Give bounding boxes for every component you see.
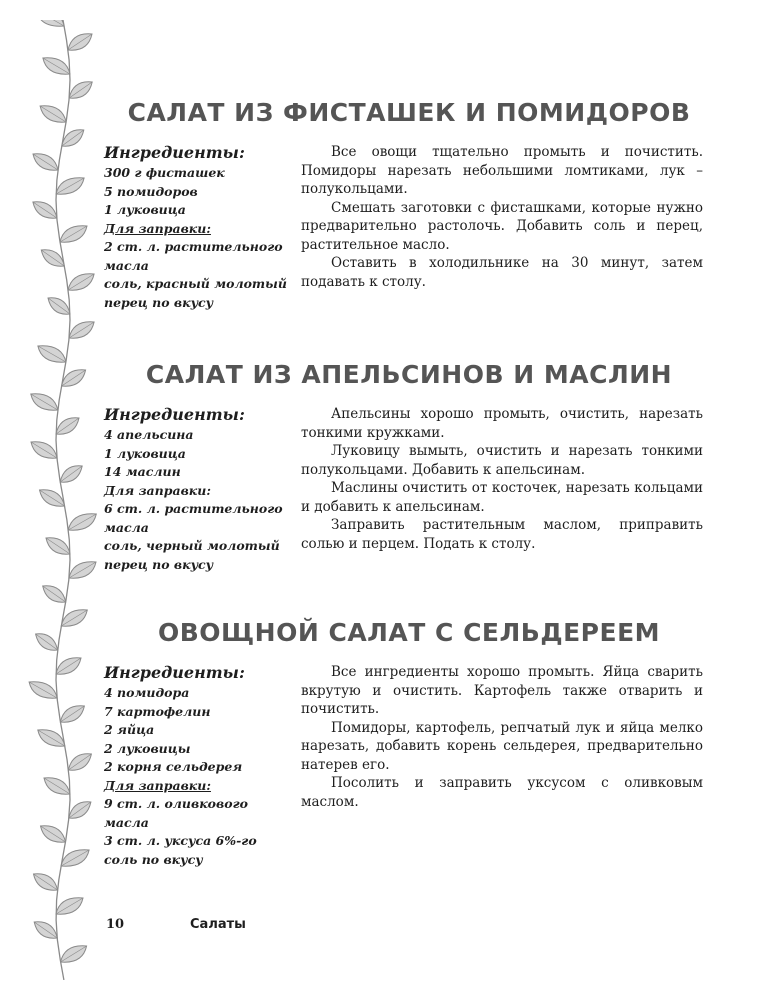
ingredient: 2 корня сельдерея [104,759,243,774]
recipe-steps [301,405,703,574]
dressing-heading: Для заправки: [104,482,211,498]
leaf-vine-icon [28,20,98,980]
dressing-heading: Для заправки: [104,777,211,793]
step-paragraph: Апельсины хорошо промыть, очистить, нарезать тонкими кружками. [301,406,703,441]
ingredient: 2 яйца [104,722,155,737]
dressing-item: соль, черный молотый [104,538,280,553]
dressing-item: соль, красный молотый [104,276,287,291]
ingredient: 7 картофелин [104,703,211,719]
recipe-steps [301,663,703,869]
ingredient: 1 луковица [104,202,186,217]
ingredients-heading: Ингредиенты: [104,405,245,424]
dressing-heading: Для заправки: [104,220,211,236]
ingredients-list [104,663,297,869]
dressing-item: 2 ст. л. растительного [104,239,283,254]
dressing-item: масла [104,519,149,535]
ingredients-heading: Ингредиенты: [104,143,245,162]
dressing-item: перец по вкусу [104,294,214,310]
recipe-title: САЛАТ ИЗ АПЕЛЬСИНОВ И МАСЛИН [145,360,673,389]
ingredient: 4 апельсина [104,427,194,442]
step-paragraph: Оставить в холодильнике на 30 минут, затем подавать к столу. [301,255,703,290]
page-footer [106,917,246,932]
step-paragraph: Заправить растительным маслом, приправить солью и перцем. Подать к столу. [301,517,703,552]
ingredients-list [104,143,297,312]
dressing-item: 6 ст. л. растительного [104,501,283,516]
recipe-steps [301,143,703,312]
recipe-title: ОВОЩНОЙ САЛАТ С СЕЛЬДЕРЕЕМ [157,618,661,647]
recipe-2 [104,360,714,574]
ingredient: 1 луковица [104,445,186,461]
ingredients-heading: Ингредиенты: [104,663,245,682]
step-paragraph: Все овощи тщательно промыть и почистить. Помидоры нарезать небольшими ломтиками, лук – полукольцами. [301,144,703,197]
dressing-item: масла [104,257,149,273]
ingredient: 5 помидоров [104,183,198,199]
ingredient: 300 г фисташек [104,165,225,180]
ingredient: 14 маслин [104,464,181,479]
ingredient: 4 помидора [104,685,190,700]
section-name: Салаты [190,917,246,932]
step-paragraph: Посолить и заправить уксусом с оливковым маслом. [301,775,703,810]
step-paragraph: Маслины очистить от косточек, нарезать кольцами и добавить к апельсинам. [301,480,703,515]
ingredient: 2 луковицы [104,740,191,756]
step-paragraph: Все ингредиенты хорошо промыть. Яйца сварить вкрутую и очистить. Картофель также отварить и почистить. [301,664,703,717]
recipe-title: САЛАТ ИЗ ФИСТАШЕК И ПОМИДОРОВ [127,98,691,127]
recipe-1 [104,98,714,312]
dressing-item: 3 ст. л. уксуса 6%-го [104,833,257,848]
dressing-item: соль по вкусу [104,851,203,867]
page-number: 10 [106,917,125,932]
step-paragraph: Луковицу вымыть, очистить и нарезать тонкими полукольцами. Добавить к апельсинам. [301,443,703,478]
dressing-item: 9 ст. л. оливкового масла [104,796,248,830]
dressing-item: перец по вкусу [104,556,214,572]
step-paragraph: Помидоры, картофель, репчатый лук и яйца мелко нарезать, добавить корень сельдерея, предварительно натерев его. [301,719,703,773]
ingredients-list [104,405,297,574]
recipe-3 [104,618,714,869]
step-paragraph: Смешать заготовки с фисташками, которые нужно предварительно растолочь. Добавить соль и перец, растительное масло. [301,199,703,253]
